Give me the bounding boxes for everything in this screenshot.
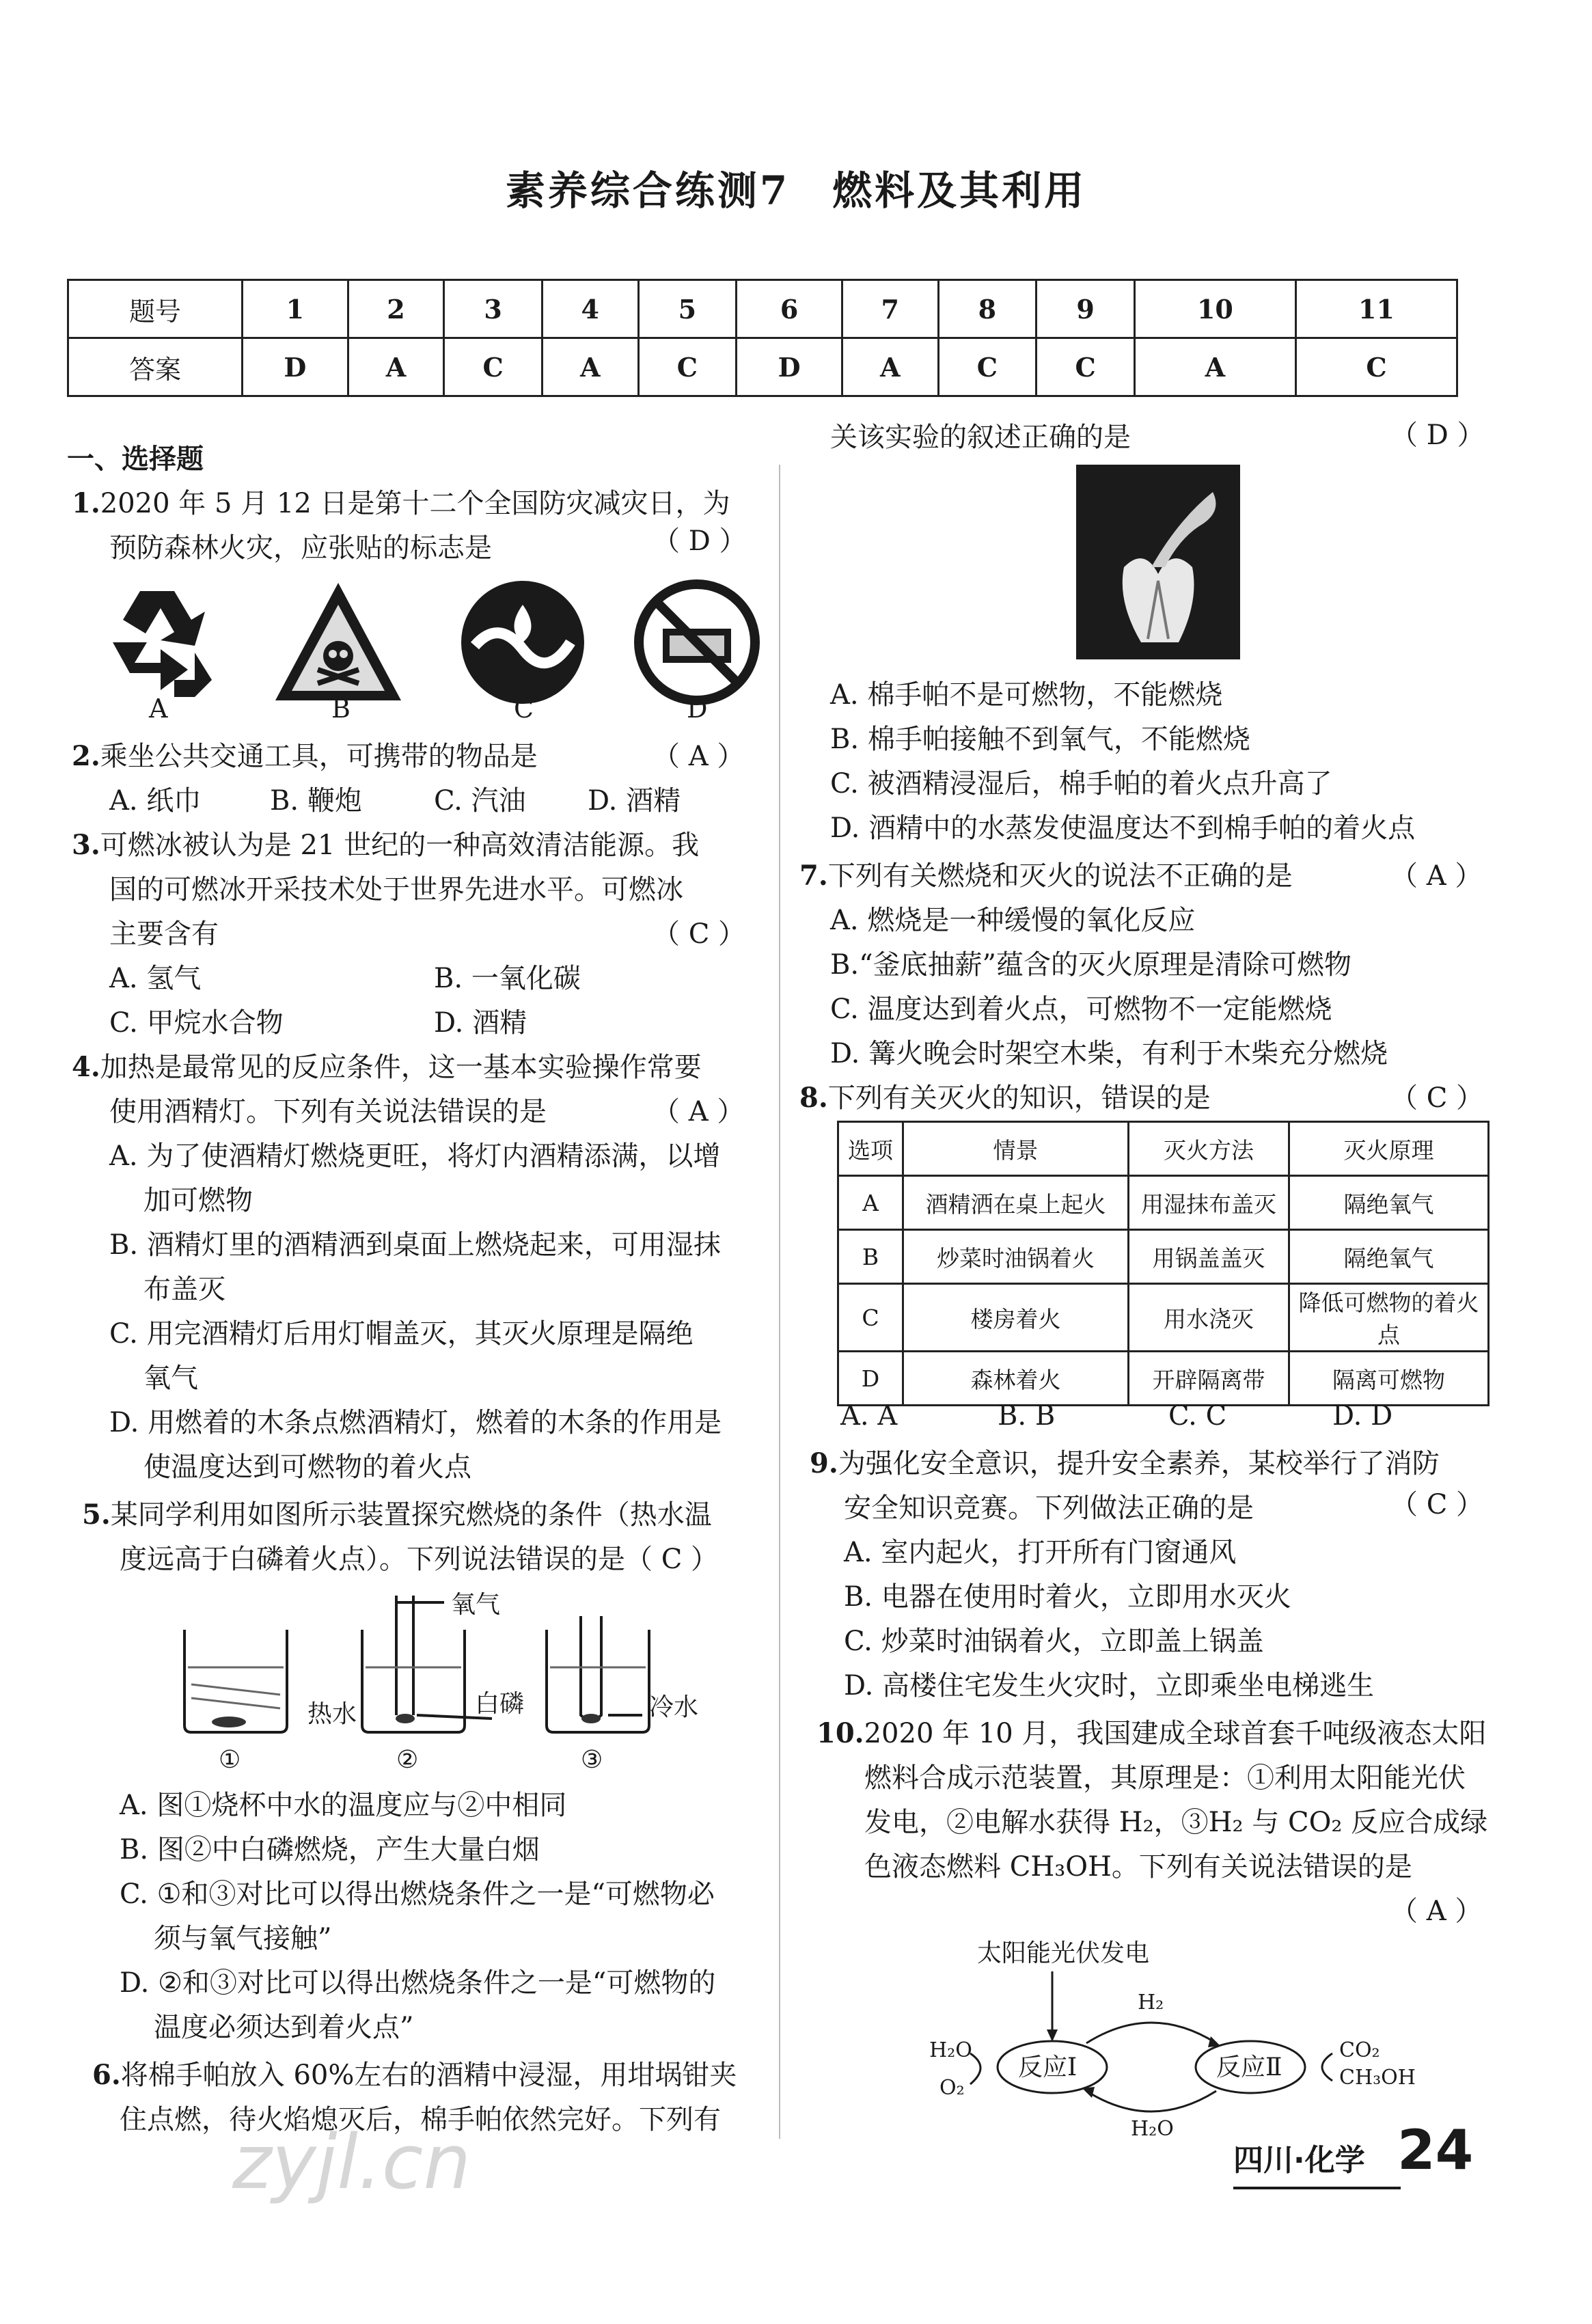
q9-line1 — [810, 1442, 1440, 1486]
q10-text: 2020 年 10 月，我国建成全球首套千吨级液态太阳 — [864, 1718, 1487, 1749]
table-cell: 用水浇灭 — [1129, 1284, 1289, 1352]
q9-line2: 安全知识竞赛。下列做法正确的是 — [844, 1492, 1254, 1524]
table-cell: 1 — [243, 280, 348, 338]
q8-number: 8. — [799, 1082, 828, 1114]
table-cell: 6 — [737, 280, 842, 338]
q5-d1: D. ②和③对比可以得出燃烧条件之一是“可燃物的 — [120, 1967, 716, 1999]
no-fireworks-icon — [632, 577, 762, 707]
q5-c2: 须与氧气接触” — [154, 1923, 332, 1954]
q7-a: A. 燃烧是一种缓慢的氧化反应 — [830, 905, 1196, 936]
table-row — [838, 1122, 1489, 1176]
fire-symbol-icon — [458, 577, 588, 707]
section-heading: 一、选择题 — [67, 443, 204, 475]
table-cell: 9 — [1037, 280, 1135, 338]
table-cell: 酒精洒在桌上起火 — [903, 1176, 1129, 1230]
table-cell: 楼房着火 — [903, 1284, 1129, 1352]
combustion-experiment-figure — [178, 1589, 724, 1794]
table-cell: 用湿抹布盖灭 — [1129, 1176, 1289, 1230]
q9-c: C. 炒菜时油锅着火，立即盖上锅盖 — [844, 1626, 1264, 1657]
q3-option-b: B. 一氧化碳 — [434, 963, 581, 994]
table-row — [838, 1176, 1489, 1230]
table-row — [838, 1284, 1489, 1352]
fig-number-1: ① — [219, 1746, 241, 1774]
fig-number-2: ② — [396, 1746, 419, 1774]
table-cell: 4 — [542, 280, 638, 338]
q8-line1 — [799, 1076, 1211, 1120]
table-cell: 用锅盖盖灭 — [1129, 1230, 1289, 1284]
q4-a1: A. 为了使酒精灯燃烧更旺，将灯内酒精添满，以增 — [109, 1140, 721, 1172]
table-header-cell: 灭火方法 — [1129, 1122, 1289, 1176]
page-title: 素养综合练测7 燃料及其利用 — [505, 167, 1087, 214]
q8-text: 下列有关灭火的知识，错误的是 — [827, 1082, 1211, 1114]
q2-option-d: D. 酒精 — [588, 785, 681, 817]
q2-line1 — [72, 735, 538, 778]
q4-b2: 布盖灭 — [143, 1274, 225, 1305]
q9-a: A. 室内起火，打开所有门窗通风 — [844, 1537, 1237, 1568]
q2-answer: （ A ） — [653, 741, 745, 772]
q1-line1 — [72, 482, 730, 525]
q5-b: B. 图②中白磷燃烧，产生大量白烟 — [120, 1834, 540, 1865]
q1-line2: 预防森林火灾，应张贴的标志是 — [109, 532, 492, 564]
table-header-cell: 灭火原理 — [1289, 1122, 1489, 1176]
table-cell: A — [1134, 338, 1295, 396]
q8-answer: （ C ） — [1390, 1082, 1484, 1114]
footer-rule — [1233, 2187, 1401, 2189]
table-row — [838, 1230, 1489, 1284]
table-cell: A — [842, 338, 938, 396]
q4-number: 4. — [72, 1051, 100, 1083]
q7-d: D. 篝火晚会时架空木柴，有利于木柴充分燃烧 — [830, 1038, 1388, 1069]
q9-b: B. 电器在使用时着火，立即用水灭火 — [844, 1581, 1291, 1613]
table-cell: 11 — [1295, 280, 1457, 338]
table-cell: C — [838, 1284, 903, 1352]
q8-option-c: C. C — [1168, 1400, 1227, 1432]
q9-number: 9. — [810, 1447, 838, 1479]
q3-number: 3. — [72, 829, 100, 861]
q3-line3: 主要含有 — [109, 918, 219, 950]
diagram-h2: H₂ — [1138, 1991, 1164, 2014]
fig-number-3: ③ — [581, 1746, 603, 1774]
burning-handkerchief-photo — [1076, 465, 1240, 659]
q8-option-d: D. D — [1332, 1400, 1393, 1432]
q6-b: B. 棉手帕接触不到氧气，不能燃烧 — [830, 724, 1250, 755]
q10-line2: 燃料合成示范装置，其原理是：①利用太阳能光伏 — [864, 1762, 1466, 1794]
table-cell: 2 — [348, 280, 444, 338]
q1-number: 1. — [72, 487, 100, 519]
page-number: 24 — [1397, 2118, 1474, 2182]
table-header-cell: 答案 — [68, 338, 243, 396]
q7-b: B.“釜底抽薪”蕴含的灭火原理是清除可燃物 — [830, 949, 1352, 981]
table-cell: 降低可燃物的着火点 — [1289, 1284, 1489, 1352]
diagram-ch3oh: CH₃OH — [1339, 2066, 1416, 2090]
q6-number: 6. — [92, 2059, 121, 2091]
table-cell: C — [1037, 338, 1135, 396]
q3-option-c: C. 甲烷水合物 — [109, 1007, 284, 1039]
q6-answer: （ D ） — [1390, 420, 1485, 451]
q6-line3: 关该实验的叙述正确的是 — [830, 422, 1131, 453]
q10-number: 10. — [816, 1717, 864, 1749]
option-label: C — [514, 694, 534, 724]
table-cell: C — [638, 338, 737, 396]
table-cell: A — [542, 338, 638, 396]
q4-line1 — [72, 1045, 702, 1089]
q5-d2: 温度必须达到着火点” — [154, 2012, 414, 2043]
fig-label-cold-water: 冷水 — [649, 1693, 699, 1721]
q5-c1: C. ①和③对比可以得出燃烧条件之一是“可燃物必 — [120, 1878, 715, 1910]
table-cell: C — [938, 338, 1037, 396]
table-cell: C — [1295, 338, 1457, 396]
q6-line1 — [92, 2053, 737, 2097]
q5-line2: 度远高于白磷着火点）。下列说法错误的是（ C ） — [120, 1544, 719, 1575]
recycle-icon — [92, 577, 222, 707]
answer-table — [67, 279, 1458, 397]
q3-line1 — [72, 823, 699, 867]
table-cell: 5 — [638, 280, 737, 338]
q4-c1: C. 用完酒精灯后用灯帽盖灭，其灭火原理是隔绝 — [109, 1318, 694, 1350]
diagram-h2o-bottom: H₂O — [1131, 2117, 1174, 2139]
table-cell: B — [838, 1230, 903, 1284]
option-label: D — [687, 694, 708, 724]
column-divider — [779, 465, 780, 2139]
q8-option-b: B. B — [998, 1400, 1056, 1432]
q6-text: 将棉手帕放入 60%左右的酒精中浸湿，用坩埚钳夹 — [120, 2060, 737, 2091]
q9-d: D. 高楼住宅发生火灾时，立即乘坐电梯逃生 — [844, 1670, 1375, 1701]
table-cell: 10 — [1134, 280, 1295, 338]
table-cell: 隔绝氧气 — [1289, 1230, 1489, 1284]
q1-answer: （ D ） — [653, 525, 747, 557]
diagram-solar-label: 太阳能光伏发电 — [977, 1939, 1150, 1967]
q4-c2: 氧气 — [143, 1363, 198, 1394]
diagram-reaction-1: 反应Ⅰ — [1018, 2053, 1078, 2081]
q5-text: 某同学利用如图所示装置探究燃烧的条件（热水温 — [110, 1499, 712, 1531]
q6-c: C. 被酒精浸湿后，棉手帕的着火点升高了 — [830, 768, 1332, 799]
q4-line2: 使用酒精灯。下列有关说法错误的是 — [109, 1096, 547, 1127]
q1-text: 2020 年 5 月 12 日是第十二个全国防灾减灾日，为 — [100, 488, 730, 519]
q7-line1 — [799, 854, 1293, 898]
q5-a: A. 图①烧杯中水的温度应与②中相同 — [120, 1790, 567, 1821]
table-row — [68, 338, 1457, 396]
q9-answer: （ C ） — [1390, 1489, 1484, 1520]
table-header-cell: 题号 — [68, 280, 243, 338]
q5-line1 — [82, 1493, 712, 1537]
q8-option-a: A. A — [840, 1400, 898, 1432]
diagram-o2: O₂ — [939, 2076, 965, 2100]
q4-b1: B. 酒精灯里的酒精洒到桌面上燃烧起来，可用湿抹 — [109, 1229, 721, 1261]
q4-a2: 加可燃物 — [143, 1185, 253, 1216]
table-cell: 开辟隔离带 — [1129, 1352, 1289, 1406]
q10-line4: 色液态燃料 CH₃OH。下列有关说法错误的是 — [864, 1851, 1412, 1883]
q7-answer: （ A ） — [1390, 860, 1483, 892]
diagram-reaction-2: 反应Ⅱ — [1216, 2053, 1282, 2081]
q7-text: 下列有关燃烧和灭火的说法不正确的是 — [827, 860, 1293, 892]
table-header-cell: 选项 — [838, 1122, 903, 1176]
q3-answer: （ C ） — [653, 918, 746, 950]
q7-number: 7. — [799, 860, 828, 892]
option-label: A — [149, 694, 168, 724]
table-cell: D — [838, 1352, 903, 1406]
q2-text: 乘坐公共交通工具，可携带的物品是 — [100, 741, 538, 772]
table-cell: 炒菜时油锅着火 — [903, 1230, 1129, 1284]
table-cell: 森林着火 — [903, 1352, 1129, 1406]
q2-option-b: B. 鞭炮 — [270, 785, 362, 817]
q2-option-a: A. 纸巾 — [109, 785, 202, 817]
q3-option-a: A. 氢气 — [109, 963, 202, 994]
table-cell: D — [737, 338, 842, 396]
diagram-h2o-left: H₂O — [929, 2038, 972, 2062]
q3-text: 可燃冰被认为是 21 世纪的一种高效清洁能源。我 — [100, 830, 700, 861]
table-cell: C — [444, 338, 543, 396]
q4-d1: D. 用燃着的木条点燃酒精灯，燃着的木条的作用是 — [109, 1407, 722, 1438]
q3-option-d: D. 酒精 — [434, 1007, 527, 1039]
q2-option-c: C. 汽油 — [434, 785, 526, 817]
fig-label-oxygen: 氧气 — [451, 1591, 501, 1619]
toxic-warning-icon — [270, 577, 400, 707]
q2-number: 2. — [72, 740, 100, 772]
table-cell: A — [838, 1176, 903, 1230]
q6-d: D. 酒精中的水蒸发使温度达不到棉手帕的着火点 — [830, 812, 1416, 844]
q4-d2: 使温度达到可燃物的着火点 — [143, 1451, 471, 1483]
diagram-co2: CO₂ — [1339, 2038, 1380, 2062]
table-cell: D — [243, 338, 348, 396]
table-cell: A — [348, 338, 444, 396]
q9-text: 为强化安全意识，提升安全素养，某校举行了消防 — [838, 1448, 1440, 1479]
q4-answer: （ A ） — [653, 1096, 745, 1127]
table-cell: 8 — [938, 280, 1037, 338]
q10-line3: 发电，②电解水获得 H₂，③H₂ 与 CO₂ 反应合成绿 — [864, 1807, 1488, 1838]
table-cell: 隔离可燃物 — [1289, 1352, 1489, 1406]
fire-extinguishing-table — [837, 1121, 1490, 1406]
solar-fuel-diagram — [929, 1934, 1476, 2139]
table-cell: 3 — [444, 280, 543, 338]
fig-label-hot-water: 热水 — [307, 1700, 357, 1728]
table-row — [68, 280, 1457, 338]
q6-a: A. 棉手帕不是可燃物，不能燃烧 — [830, 679, 1223, 711]
q7-c: C. 温度达到着火点，可燃物不一定能燃烧 — [830, 994, 1332, 1025]
option-label: B — [331, 694, 351, 724]
q10-line1 — [816, 1712, 1486, 1755]
q5-number: 5. — [82, 1499, 111, 1531]
footer-subject: 四川·化学 — [1233, 2143, 1365, 2178]
table-cell: 7 — [842, 280, 938, 338]
q10-answer: （ A ） — [1390, 1896, 1483, 1927]
fig-label-white-phosphorus: 白磷 — [475, 1690, 525, 1718]
q6-line2: 住点燃，待火焰熄灭后，棉手帕依然完好。下列有 — [120, 2104, 721, 2135]
table-cell: 隔绝氧气 — [1289, 1176, 1489, 1230]
table-header-cell: 情景 — [903, 1122, 1129, 1176]
q4-text: 加热是最常见的反应条件，这一基本实验操作常要 — [100, 1052, 702, 1083]
q3-line2: 国的可燃冰开采技术处于世界先进水平。可燃冰 — [109, 874, 683, 905]
watermark: zyjl.cn — [232, 2118, 471, 2206]
